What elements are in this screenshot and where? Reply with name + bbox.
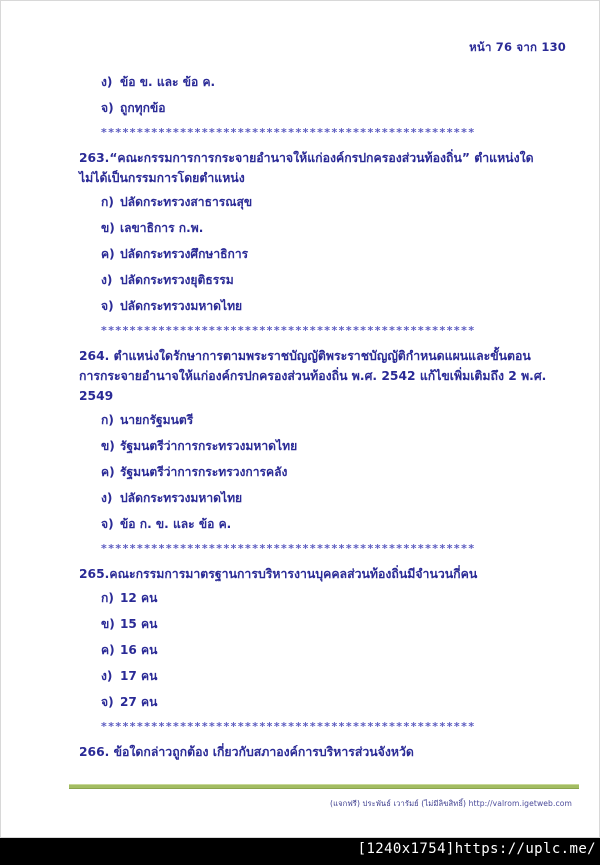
option-text: 12 คน xyxy=(120,591,158,605)
option-text: ปลัดกระทรวงสาธารณสุข xyxy=(120,195,253,209)
option-text: ปลัดกระทรวงมหาดไทย xyxy=(120,299,243,313)
section-divider: **************************************************** xyxy=(101,325,476,337)
answer-option[interactable] xyxy=(1,273,599,288)
section-divider: **************************************************** xyxy=(101,127,476,139)
answer-option[interactable] xyxy=(1,195,599,210)
watermark-bar xyxy=(0,838,600,865)
option-text: ปลัดกระทรวงมหาดไทย xyxy=(120,491,243,505)
option-marker: ง) xyxy=(101,669,113,683)
option-marker: ง) xyxy=(101,75,113,89)
option-marker: จ) xyxy=(101,101,114,115)
footer-credit xyxy=(330,798,572,810)
answer-option[interactable] xyxy=(1,247,599,262)
answer-option[interactable] xyxy=(1,695,599,710)
answer-option[interactable] xyxy=(1,101,599,116)
question-text: 263.“คณะกรรมการการกระจายอำนาจให้แก่องค์กรปกครองส่วนท้องถิ่น” ตำแหน่งใด xyxy=(79,151,534,165)
footer-url: http://valrom.igetweb.com xyxy=(468,799,572,808)
option-marker: ค) xyxy=(101,643,115,657)
option-text: 27 คน xyxy=(120,695,158,709)
option-text: 16 คน xyxy=(120,643,158,657)
option-text: ข้อ ข. และ ข้อ ค. xyxy=(120,75,216,89)
question-text-continuation: 2549 xyxy=(79,389,114,403)
answer-option[interactable] xyxy=(1,75,599,90)
answer-option[interactable] xyxy=(1,643,599,658)
answer-option[interactable] xyxy=(1,491,599,506)
answer-option[interactable] xyxy=(1,669,599,684)
option-marker: ก) xyxy=(101,591,114,605)
question-text: 266. ข้อใดกล่าวถูกต้อง เกี่ยวกับสภาองค์การบริหารส่วนจังหวัด xyxy=(79,745,414,759)
option-marker: ก) xyxy=(101,413,114,427)
option-text: เลขาธิการ ก.พ. xyxy=(120,221,204,235)
footer-divider-rule xyxy=(69,784,579,789)
answer-option[interactable] xyxy=(1,221,599,236)
option-marker: ข) xyxy=(101,439,115,453)
option-marker: ข) xyxy=(101,221,115,235)
option-marker: ข) xyxy=(101,617,115,631)
option-marker: จ) xyxy=(101,299,114,313)
option-text: ข้อ ก. ข. และ ข้อ ค. xyxy=(120,517,232,531)
question-text: 265.คณะกรรมการมาตรฐานการบริหารงานบุคคลส่วนท้องถิ่นมีจำนวนกี่คน xyxy=(79,567,478,581)
option-marker: ค) xyxy=(101,247,115,261)
option-text: 17 คน xyxy=(120,669,158,683)
option-text: นายกรัฐมนตรี xyxy=(120,413,194,427)
answer-option[interactable] xyxy=(1,413,599,428)
answer-option[interactable] xyxy=(1,517,599,532)
option-text: รัฐมนตรีว่าการกระทรวงการคลัง xyxy=(120,465,288,479)
option-marker: จ) xyxy=(101,695,114,709)
option-text: รัฐมนตรีว่าการกระทรวงมหาดไทย xyxy=(120,439,298,453)
answer-option[interactable] xyxy=(1,299,599,314)
option-text: 15 คน xyxy=(120,617,158,631)
option-marker: ง) xyxy=(101,273,113,287)
page-number-header: หน้า 76 จาก 130 xyxy=(469,40,566,54)
section-divider: **************************************************** xyxy=(101,543,476,555)
option-marker: ค) xyxy=(101,465,115,479)
answer-option[interactable] xyxy=(1,439,599,454)
answer-option[interactable] xyxy=(1,591,599,606)
option-marker: ก) xyxy=(101,195,114,209)
option-text: ปลัดกระทรวงศึกษาธิการ xyxy=(120,247,249,261)
footer-credit-text: (แจกฟรี) ประพันธ์ เวารัมย์ (ไม่มีลิขสิทธิ์) xyxy=(330,799,467,808)
option-marker: ง) xyxy=(101,491,113,505)
section-divider: **************************************************** xyxy=(101,721,476,733)
answer-option[interactable] xyxy=(1,465,599,480)
option-text: ปลัดกระทรวงยุติธรรม xyxy=(120,273,234,287)
answer-option[interactable] xyxy=(1,617,599,632)
option-marker: จ) xyxy=(101,517,114,531)
question-list xyxy=(1,75,599,769)
question-text-continuation: การกระจายอำนาจให้แก่องค์กรปกครองส่วนท้องถิ่น พ.ศ. 2542 แก้ไขเพิ่มเติมถึง 2 พ.ศ. xyxy=(79,369,547,383)
watermark-label: [1240x1754]https://uplc.me/ xyxy=(357,841,596,857)
option-text: ถูกทุกข้อ xyxy=(120,101,166,115)
question-text: 264. ตำแหน่งใดรักษาการตามพระราชบัญญัติพระราชบัญญัติกำหนดแผนและขั้นตอน xyxy=(79,349,531,363)
question-text-continuation: ไม่ได้เป็นกรรมการโดยตำแหน่ง xyxy=(79,171,245,185)
page-content-area xyxy=(1,1,599,837)
